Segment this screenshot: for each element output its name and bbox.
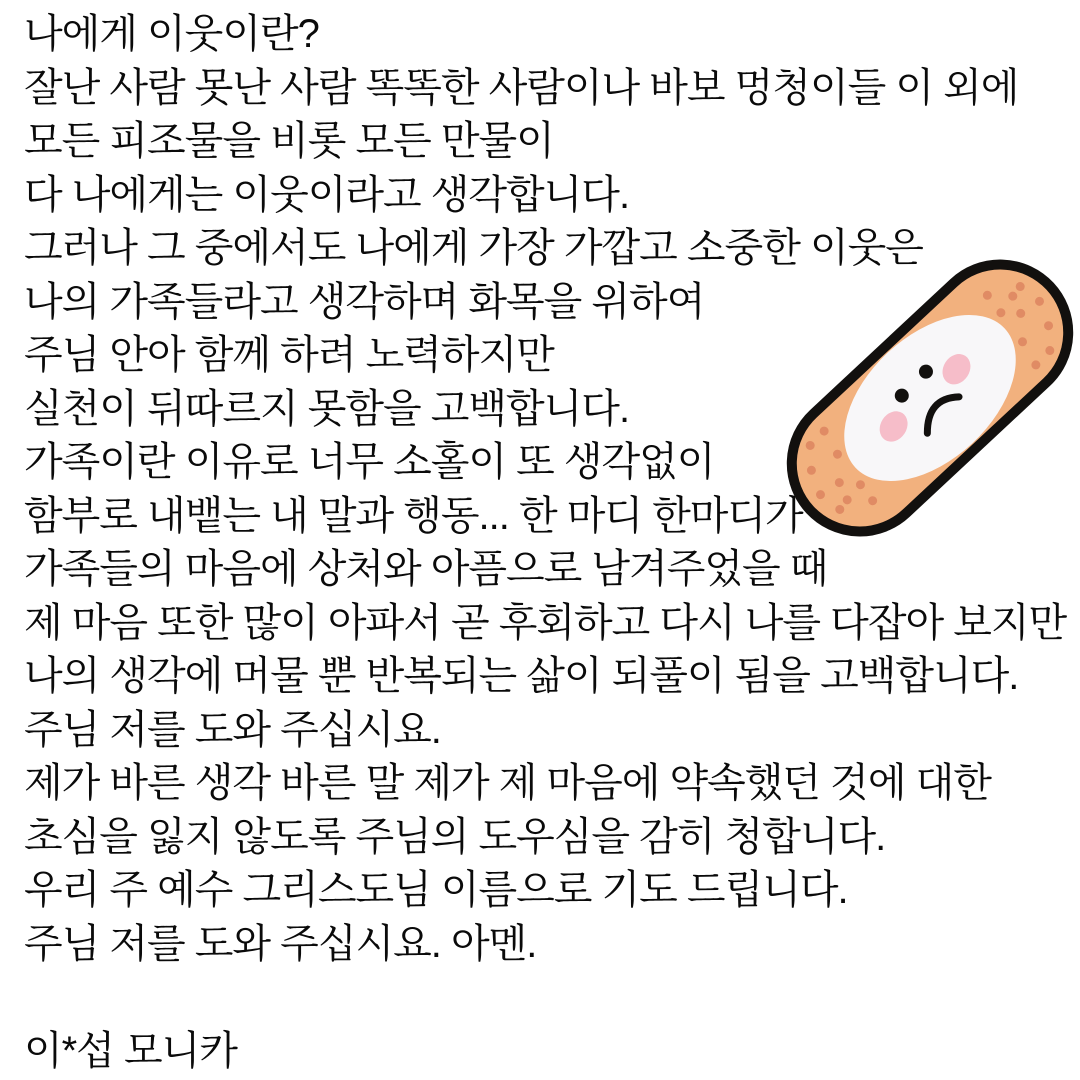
prayer-line: 잘난 사람 못난 사람 똑똑한 사람이나 바보 멍청이들 이 외에 — [24, 65, 1019, 110]
prayer-line: 제 마음 또한 많이 아파서 곧 후회하고 다시 나를 다잡아 보지만 — [24, 600, 1067, 645]
prayer-line: 다 나에게는 이웃이라고 생각합니다. — [24, 172, 630, 217]
prayer-line: 나에게 이웃이란? — [24, 12, 319, 56]
prayer-line: 실천이 뒤따르지 못함을 고백합니다. — [24, 386, 630, 431]
prayer-line: 제가 바른 생각 바른 말 제가 제 마음에 약속했던 것에 대한 — [24, 761, 991, 805]
prayer-line: 나의 가족들라고 생각하며 화목을 위하여 — [24, 279, 705, 324]
prayer-line: 나의 생각에 머물 뿐 반복되는 삶이 되풀이 됨을 고백합니다. — [24, 654, 1019, 698]
prayer-line: 모든 피조물을 비롯 모든 만물이 — [24, 119, 554, 163]
prayer-line: 주님 안아 함께 하려 노력하지만 — [24, 333, 554, 377]
prayer-line: 주님 저를 도와 주십시요. — [24, 707, 441, 752]
prayer-line: 우리 주 예수 그리스도님 이름으로 기도 드립니다. — [24, 868, 848, 912]
prayer-line: 초심을 잃지 않도록 주님의 도우심을 감히 청합니다. — [24, 814, 886, 859]
prayer-line: 함부로 내뱉는 내 말과 행동... 한 마디 한마디가 — [24, 493, 803, 538]
author-signature: 이*섭 모니카 — [24, 1028, 237, 1073]
prayer-text-block — [24, 8, 1074, 1078]
prayer-line: 그러나 그 중에서도 나에게 가장 가깝고 소중한 이웃은 — [24, 226, 923, 270]
prayer-line: 가족이란 이유로 너무 소홀이 또 생각없이 — [24, 440, 715, 484]
prayer-line: 주님 저를 도와 주십시요. 아멘. — [24, 921, 537, 966]
prayer-line: 가족들의 마음에 상처와 아픔으로 남겨주었을 때 — [24, 547, 828, 591]
